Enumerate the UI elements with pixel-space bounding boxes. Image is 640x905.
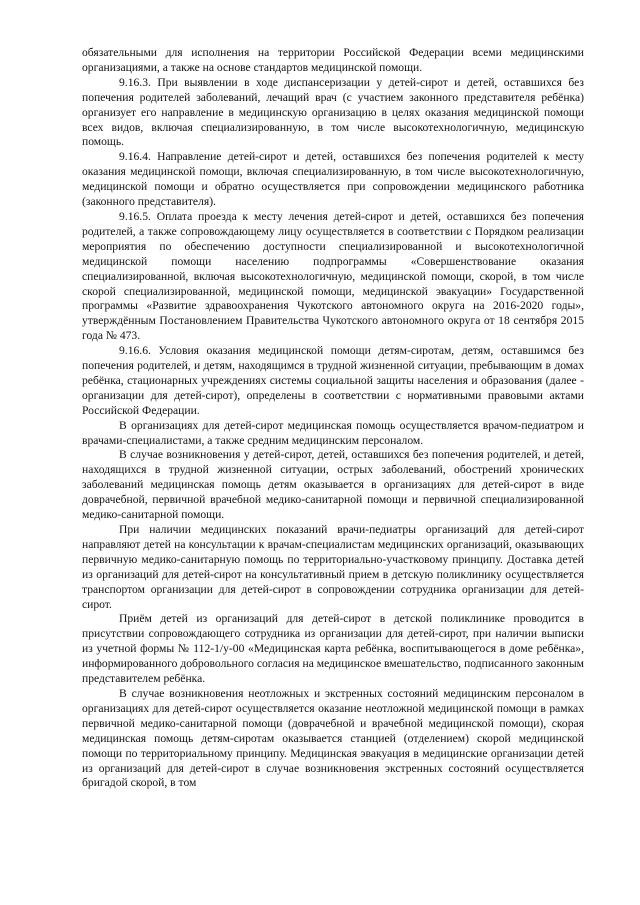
paragraph-emergency-care: В случае возникновения неотложных и экстренных состояний медицинским персоналом в организациях для детей-сирот осуществляется оказание неотложной медицинской помощи в рамках первичной медико-санитарной помощи (доврачебной и врачебной медицинской помощи), скорая медицинская помощь детям-сиротам оказывается станцией (отделением) скорой медицинской помощи по территориальному принципу. Медицинская эвакуация в медицинские организации детей из организаций для детей-сирот в случае возникновения экстренных состояний осуществляется бригадой скорой, в том (82, 686, 584, 790)
paragraph-acute-diseases: В случае возникновения у детей-сирот, детей, оставшихся без попечения родителей, и детей, находящихся в трудной жизненной ситуации, острых заболеваний, обострений хронических заболеваний медицинская помощь детям оказывается в организациях для детей-сирот в виде доврачебной, первичной врачебной медико-санитарной помощи и первичной специализированной медико-санитарной помощи. (82, 448, 584, 522)
paragraph-specialist-referral: При наличии медицинских показаний врачи-педиатры организаций для детей-сирот направляют детей на консультации к врачам-специалистам медицинских организаций, оказывающих первичную медико-санитарную помощь по территориально-участковому принципу. Доставка детей из организаций для детей-сирот на консультативный прием в детскую поликлинику осуществляется транспортом организации для детей-сирот в сопровождении сотрудника организации для детей-сирот. (82, 523, 584, 611)
paragraph-continuation: обязательными для исполнения на территории Российской Федерации всеми медицинскими организациями, а также на основе стандартов медицинской помощи. (82, 46, 584, 74)
paragraph-9-16-5: 9.16.5. Оплата проезда к месту лечения детей-сирот и детей, оставшихся без попечения родителей, а также сопровождающему лицу осуществляется в соответствии с Порядком реализации мероприятия по обеспечению доступности специализированной и высокотехнологичной медицинской помощи населению подпрограммы «Совершенствование оказания специализированной, включая высокотехнологичную, медицинской помощи, скорой, в том числе скорой специализированной, медицинской помощи, медицинской эвакуации» Государственной программы «Развитие здравоохранения Чукотского автономного округа на 2016-2020 годы», утверждённым Постановлением Правительства Чукотского автономного округа от 18 сентября 2015 года № 473. (82, 209, 584, 343)
paragraph-medical-staff: В организациях для детей-сирот медицинская помощь осуществляется врачом-педиатром и врачами-специалистами, а также средним медицинским персоналом. (82, 418, 584, 447)
paragraph-9-16-4: 9.16.4. Направление детей-сирот и детей, оставшихся без попечения родителей к месту оказания медицинской помощи, включая специализированную, в том числе высокотехнологичную, медицинской помощи и обратно осуществляется при сопровождении медицинского работника (законного представителя). (82, 150, 584, 209)
paragraph-9-16-6: 9.16.6. Условия оказания медицинской помощи детям-сиротам, детям, оставшимся без попечения родителей, и детям, находящимся в трудной жизненной ситуации, пребывающим в домах ребёнка, стационарных учреждениях системы социальной защиты населения и образования (далее - организации для детей-сирот), определены в соответствии с нормативными правовыми актами Российской Федерации. (82, 344, 584, 417)
paragraph-polyclinic-reception: Приём детей из организаций для детей-сирот в детской поликлинике проводится в присутствии сопровождающего сотрудника из организации для детей-сирот, при наличии выписки из учетной формы № 112-1/у-00 «Медицинская карта ребёнка, воспитывающегося в доме ребёнка», информированного добровольного согласия на медицинское вмешательство, подписанного законным представителем ребёнка. (82, 612, 584, 686)
paragraph-9-16-3: 9.16.3. При выявлении в ходе диспансеризации у детей-сирот и детей, оставшихся без попечения родителей заболеваний, лечащий врач (с участием законного представителя ребёнка) организует его направление в медицинскую организацию в целях оказания медицинской помощи всех видов, включая специализированную, в том числе высокотехнологичную, медицинскую помощь. (82, 75, 584, 149)
